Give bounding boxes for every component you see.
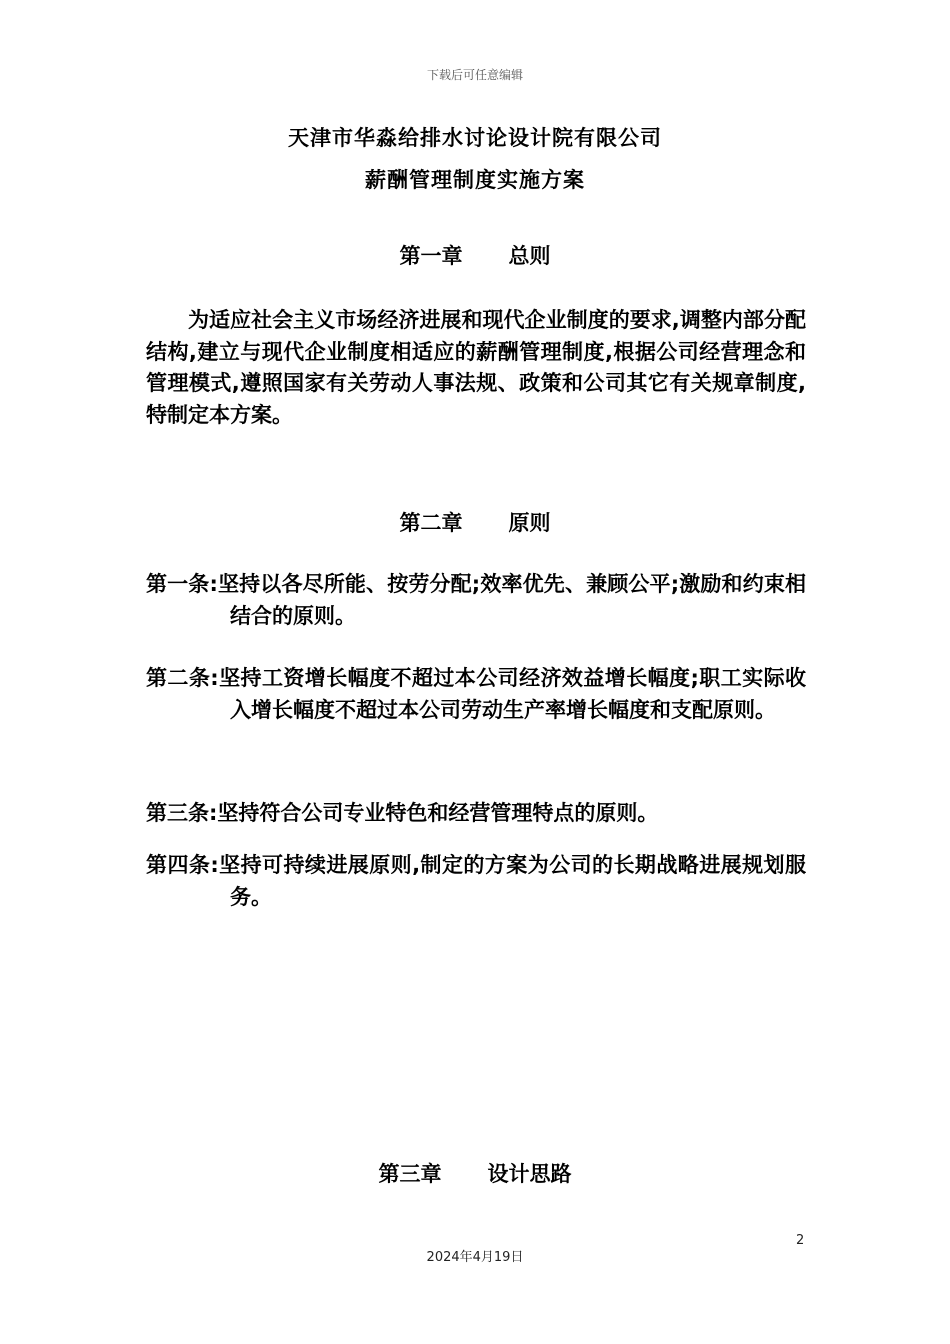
document-title-plan: 薪酬管理制度实施方案 [365,168,585,192]
header-note: 下载后可任意编辑 [426,68,523,82]
article-2: 第二条:坚持工资增长幅度不超过本公司经济效益增长幅度;职工实际收入增长幅度不超过本公司劳动生产率增长幅度和支配原则。 [146,666,806,722]
article-3: 第三条:坚持符合公司专业特色和经营管理特点的原则。 [146,801,659,825]
chapter-heading-1 [0,240,950,270]
document-title-company: 天津市华淼给排水讨论设计院有限公司 [288,126,662,150]
chapter-name: 设计思路 [487,1162,572,1186]
chapter-name: 总则 [508,244,551,268]
article-4: 第四条:坚持可持续进展原则,制定的方案为公司的长期战略进展规划服务。 [146,853,806,909]
chapter-name: 原则 [508,511,551,535]
chapter-heading-3 [0,1158,950,1188]
page-number: 2 [796,1233,805,1248]
chapter-number: 第一章 [399,244,463,268]
general-principles-paragraph: 为适应社会主义市场经济进展和现代企业制度的要求,调整内部分配结构,建立与现代企业制度相适应的薪酬管理制度,根据公司经营理念和管理模式,遵照国家有关劳动人事法规、政策和公司其它有关规章制度,特制定本方案。 [146,308,806,427]
footer-date: 2024年4月19日 [426,1250,524,1265]
article-1: 第一条:坚持以各尽所能、按劳分配;效率优先、兼顾公平;激励和约束相结合的原则。 [146,572,806,628]
chapter-number: 第二章 [399,511,463,535]
chapter-heading-2 [0,507,950,537]
chapter-number: 第三章 [378,1162,442,1186]
